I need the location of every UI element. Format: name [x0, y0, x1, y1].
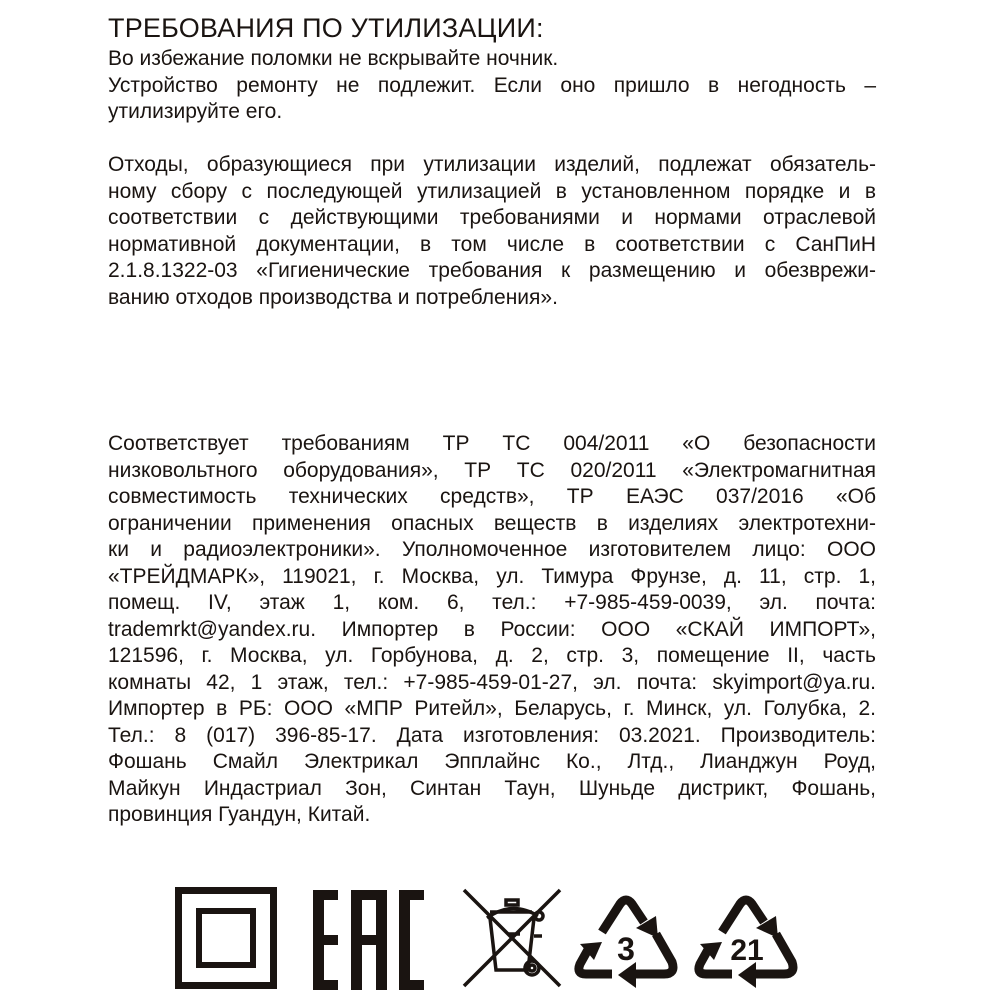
intro-line: утилизируйте его.	[108, 100, 283, 123]
recycle-3-icon	[574, 892, 678, 990]
weee-crossed-bin-icon	[462, 888, 562, 990]
waste-line: соответствии с действующими требованиями и нормами отраслевой	[108, 206, 876, 229]
conformity-line: провинция Гуандун, Китай.	[108, 803, 371, 826]
eac-mark-icon	[313, 890, 427, 990]
conformity-line: Майкун Индастриал Зон, Синтан Таун, Шуньде дистрикт, Фошань,	[108, 776, 876, 800]
conformity-line: 121596, г. Москва, ул. Горбунова, д. 2, стр. 3, помещение II, часть	[108, 644, 876, 667]
disposal-title: ТРЕБОВАНИЯ ПО УТИЛИЗАЦИИ:	[108, 13, 544, 43]
conformity-line: Фошань Смайл Электрикал Эпплайнс Ко., Лтд., Лианджун Роуд,	[108, 750, 876, 773]
double-insulation-icon	[175, 887, 277, 989]
conformity-line: Тел.: 8 (017) 396-85-17. Дата изготовления: 03.2021. Производитель:	[108, 723, 876, 747]
waste-line: нормативной документации, в том числе в соответствии с СанПиН	[108, 232, 876, 256]
conformity-line: Соответствует требованиям ТР ТС 004/2011 «О безопасности	[108, 432, 876, 455]
certification-symbols	[0, 880, 1000, 990]
intro-line: Устройство ремонту не подлежит. Если оно пришло в негодность –	[108, 73, 876, 97]
disposal-intro	[108, 46, 876, 126]
intro-line: Во избежание поломки не вскрывайте ночник.	[108, 47, 559, 70]
conformity-paragraph	[108, 431, 876, 829]
conformity-line: помещ. IV, этаж 1, ком. 6, тел.: +7-985-459-0039, эл. почта:	[108, 591, 876, 614]
conformity-line: «ТРЕЙДМАРК», 119021, г. Москва, ул. Тимура Фрунзе, д. 11, стр. 1,	[108, 564, 876, 588]
conformity-line: комнаты 42, 1 этаж, тел.: +7-985-459-01-27, эл. почта: skyimport@ya.ru.	[108, 670, 876, 694]
waste-line: Отходы, образующиеся при утилизации изделий, подлежат обязатель-	[108, 153, 876, 176]
conformity-line: ки и радиоэлектроники». Уполномоченное изготовителем лицо: ООО	[108, 538, 876, 561]
conformity-line: совместимость технических средств», ТР ЕАЭС 037/2016 «Об	[108, 485, 876, 508]
conformity-line: низковольтного оборудования», ТР ТС 020/2011 «Электромагнитная	[108, 458, 876, 482]
conformity-line: trademrkt@yandex.ru. Импортер в России: ООО «СКАЙ ИМПОРТ»,	[108, 617, 876, 641]
waste-line: ному сбору с последующей утилизацией в установленном порядке и в	[108, 179, 876, 203]
recycle-code-3: 3	[617, 931, 635, 967]
waste-line: ванию отходов производства и потребления».	[108, 285, 558, 309]
recycle-21-icon	[694, 892, 798, 990]
waste-paragraph	[108, 152, 876, 311]
conformity-line: Импортер в РБ: ООО «МПР Ритейл», Беларусь, г. Минск, ул. Голубка, 2.	[108, 697, 876, 720]
recycle-code-21: 21	[730, 934, 764, 967]
waste-line: 2.1.8.1322-03 «Гигиенические требования к размещению и обезврежи-	[108, 259, 876, 282]
conformity-line: ограничении применения опасных веществ в изделиях электротехни-	[108, 511, 876, 535]
